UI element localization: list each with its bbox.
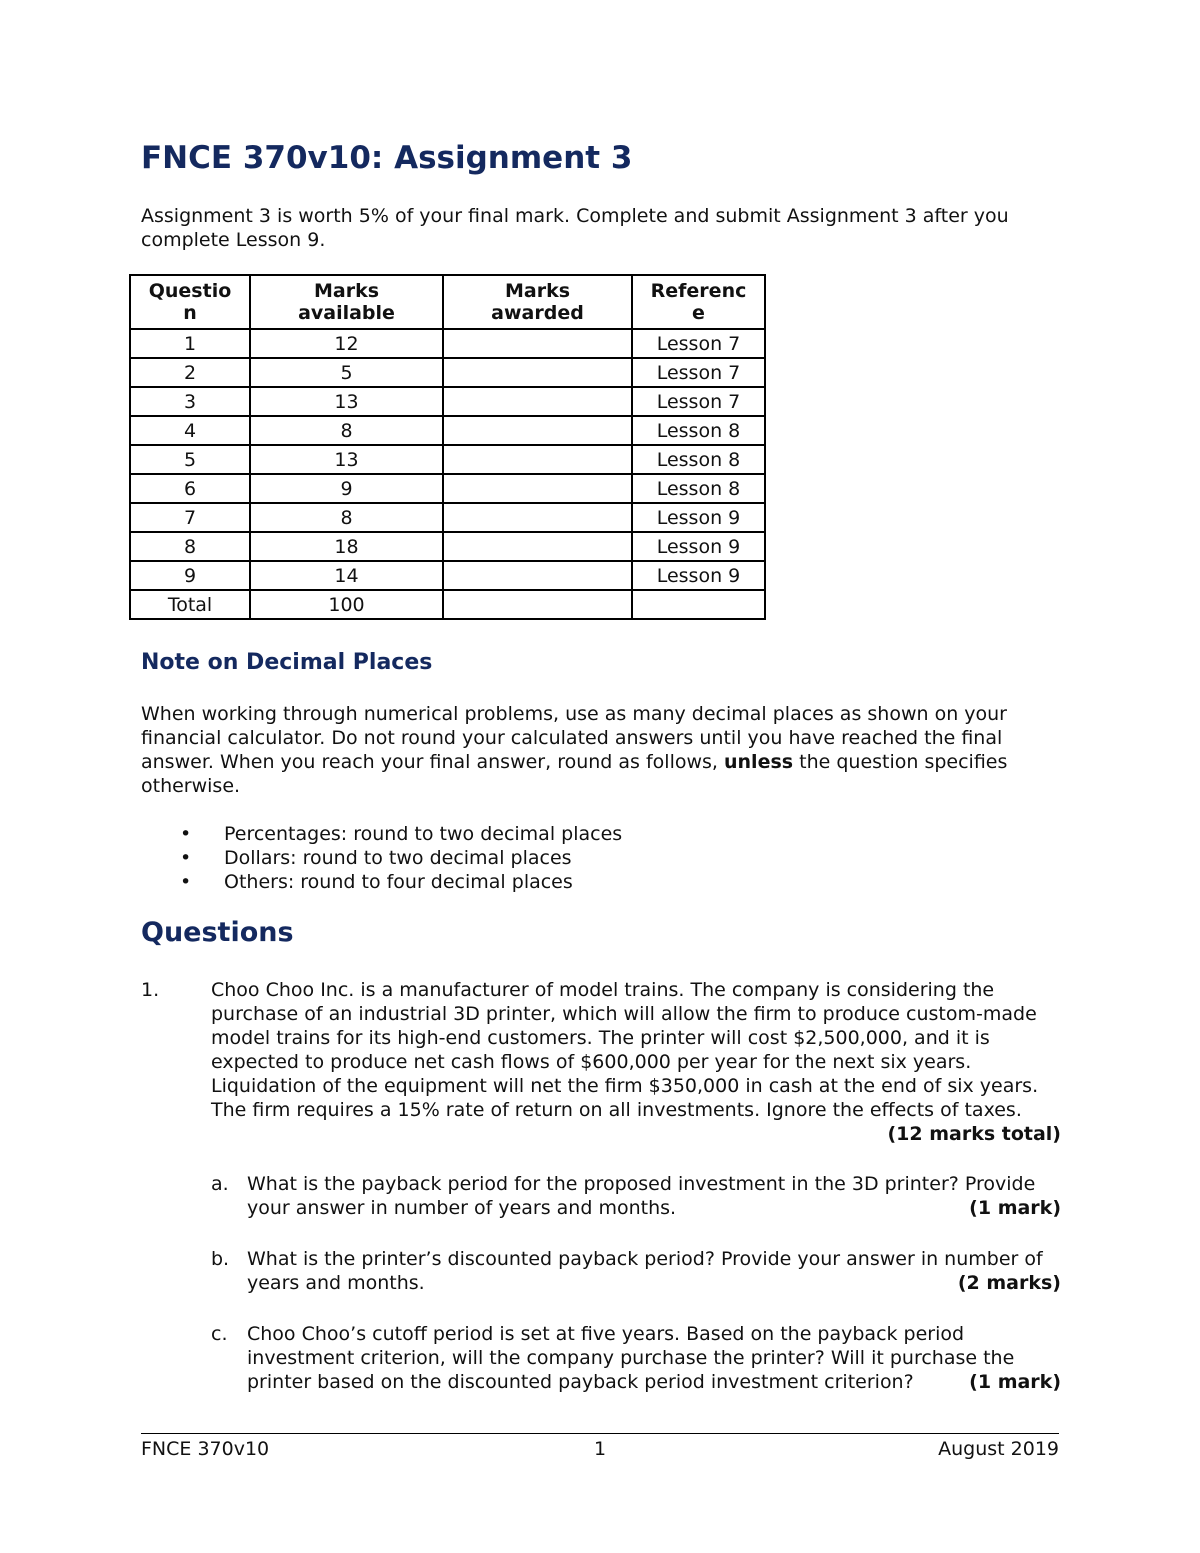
- footer-page-number: 1: [593, 1438, 607, 1460]
- part-letter: a.: [211, 1173, 229, 1195]
- cell-marks-awarded: [443, 561, 632, 590]
- cell-marks-available: 5: [250, 358, 443, 387]
- footer-course: FNCE 370v10: [141, 1438, 270, 1460]
- cell-reference: Lesson 9: [632, 532, 765, 561]
- question-number: 1.: [141, 979, 160, 1001]
- cell-marks-awarded: [443, 532, 632, 561]
- cell-marks-awarded: [443, 474, 632, 503]
- note-text-end: the question specifies otherwise.: [141, 751, 1008, 797]
- cell-reference: Lesson 7: [632, 329, 765, 358]
- cell-question: 3: [130, 387, 250, 416]
- header-reference: Referenc e: [632, 275, 765, 329]
- header-question: Questio n: [130, 275, 250, 329]
- table-row: [130, 329, 765, 358]
- list-item: • Dollars: round to two decimal places: [180, 847, 572, 869]
- cell-question: 8: [130, 532, 250, 561]
- cell-question: 2: [130, 358, 250, 387]
- cell-marks-available: 14: [250, 561, 443, 590]
- bullet-icon: •: [180, 823, 192, 845]
- table-row: [130, 532, 765, 561]
- table-row: [130, 474, 765, 503]
- footer-date: August 2019: [938, 1438, 1059, 1460]
- note-heading: Note on Decimal Places: [141, 650, 433, 675]
- bullet-icon: •: [180, 847, 192, 869]
- part-marks: (2 marks): [957, 1272, 1061, 1294]
- cell-question: 7: [130, 503, 250, 532]
- questions-heading: Questions: [141, 917, 294, 948]
- cell-marks-available: 18: [250, 532, 443, 561]
- cell-marks-awarded: [443, 445, 632, 474]
- cell-question: 5: [130, 445, 250, 474]
- table-row: [130, 561, 765, 590]
- cell-reference: Lesson 7: [632, 387, 765, 416]
- cell-marks-available: 13: [250, 387, 443, 416]
- cell-question: 1: [130, 329, 250, 358]
- cell-reference: Lesson 8: [632, 474, 765, 503]
- cell-marks-awarded: [443, 387, 632, 416]
- cell-reference: Lesson 7: [632, 358, 765, 387]
- part-letter: c.: [211, 1323, 228, 1345]
- document-title: FNCE 370v10: Assignment 3: [141, 140, 633, 176]
- part-marks: (1 mark): [969, 1197, 1061, 1219]
- cell-marks-available: 8: [250, 416, 443, 445]
- cell-question: Total: [130, 590, 250, 619]
- cell-reference: Lesson 9: [632, 503, 765, 532]
- cell-marks-available: 12: [250, 329, 443, 358]
- table-header-row: [130, 275, 765, 329]
- intro-paragraph: Assignment 3 is worth 5% of your final mark. Complete and submit Assignment 3 after you complete Lesson 9.: [141, 205, 1009, 251]
- cell-question: 9: [130, 561, 250, 590]
- question-part-c: c. Choo Choo’s cutoff period is set at five years. Based on the payback period investment criterion, will the company purchase the printer? Will it purchase the printer based on the discounted payback period investment criterion? (1 mark): [211, 1323, 1061, 1393]
- cell-marks-available: 8: [250, 503, 443, 532]
- cell-marks-awarded: [443, 590, 632, 619]
- cell-marks-available: 100: [250, 590, 443, 619]
- table-row: [130, 416, 765, 445]
- cell-reference: Lesson 9: [632, 561, 765, 590]
- note-text-start: When working through numerical problems, use as many decimal places as shown on your financial calculator. Do not round your calculated answers until you have reached the final answer. When you reach your final answer, round as follows,: [141, 703, 1007, 773]
- footer-divider: [141, 1433, 1059, 1434]
- header-marks-awarded: Marks awarded: [443, 275, 632, 329]
- table-row: [130, 387, 765, 416]
- question-part-b: b. What is the printer’s discounted payback period? Provide your answer in number of years and months. (2 marks): [211, 1248, 1061, 1294]
- cell-question: 6: [130, 474, 250, 503]
- cell-marks-available: 9: [250, 474, 443, 503]
- note-text-emphasis: unless: [724, 751, 794, 773]
- table-row: [130, 590, 765, 619]
- cell-marks-available: 13: [250, 445, 443, 474]
- part-marks: (1 mark): [969, 1371, 1061, 1393]
- question-marks: (12 marks total): [887, 1123, 1061, 1145]
- note-paragraph: [141, 702, 1076, 798]
- header-marks-available: Marks available: [250, 275, 443, 329]
- table-row: [130, 445, 765, 474]
- question-part-a: a. What is the payback period for the proposed investment in the 3D printer? Provide your answer in number of years and months. (1 mark): [211, 1173, 1061, 1219]
- table-row: [130, 503, 765, 532]
- cell-marks-awarded: [443, 416, 632, 445]
- marks-table: [129, 274, 766, 620]
- table-row: [130, 358, 765, 387]
- cell-reference: [632, 590, 765, 619]
- cell-reference: Lesson 8: [632, 416, 765, 445]
- bullet-icon: •: [180, 871, 192, 893]
- rounding-rules-list: [180, 822, 622, 894]
- cell-question: 4: [130, 416, 250, 445]
- cell-marks-awarded: [443, 503, 632, 532]
- part-letter: b.: [211, 1248, 230, 1270]
- cell-marks-awarded: [443, 358, 632, 387]
- cell-marks-awarded: [443, 329, 632, 358]
- list-item: • Percentages: round to two decimal places: [180, 823, 623, 845]
- list-item: • Others: round to four decimal places: [180, 871, 573, 893]
- cell-reference: Lesson 8: [632, 445, 765, 474]
- question-text: Choo Choo Inc. is a manufacturer of model trains. The company is considering the purchase of an industrial 3D printer, which will allow the firm to produce custom-made model trains for its high-end customers. The printer will cost $2,500,000, and it is expected to produce net cash flows of $600,000 per year for the next six years. Liquidation of the equipment will net the firm $350,000 in cash at the end of six years. The firm requires a 15% rate of return on all investments. Ignore the effects of taxes. (12 marks total): [211, 979, 1061, 1145]
